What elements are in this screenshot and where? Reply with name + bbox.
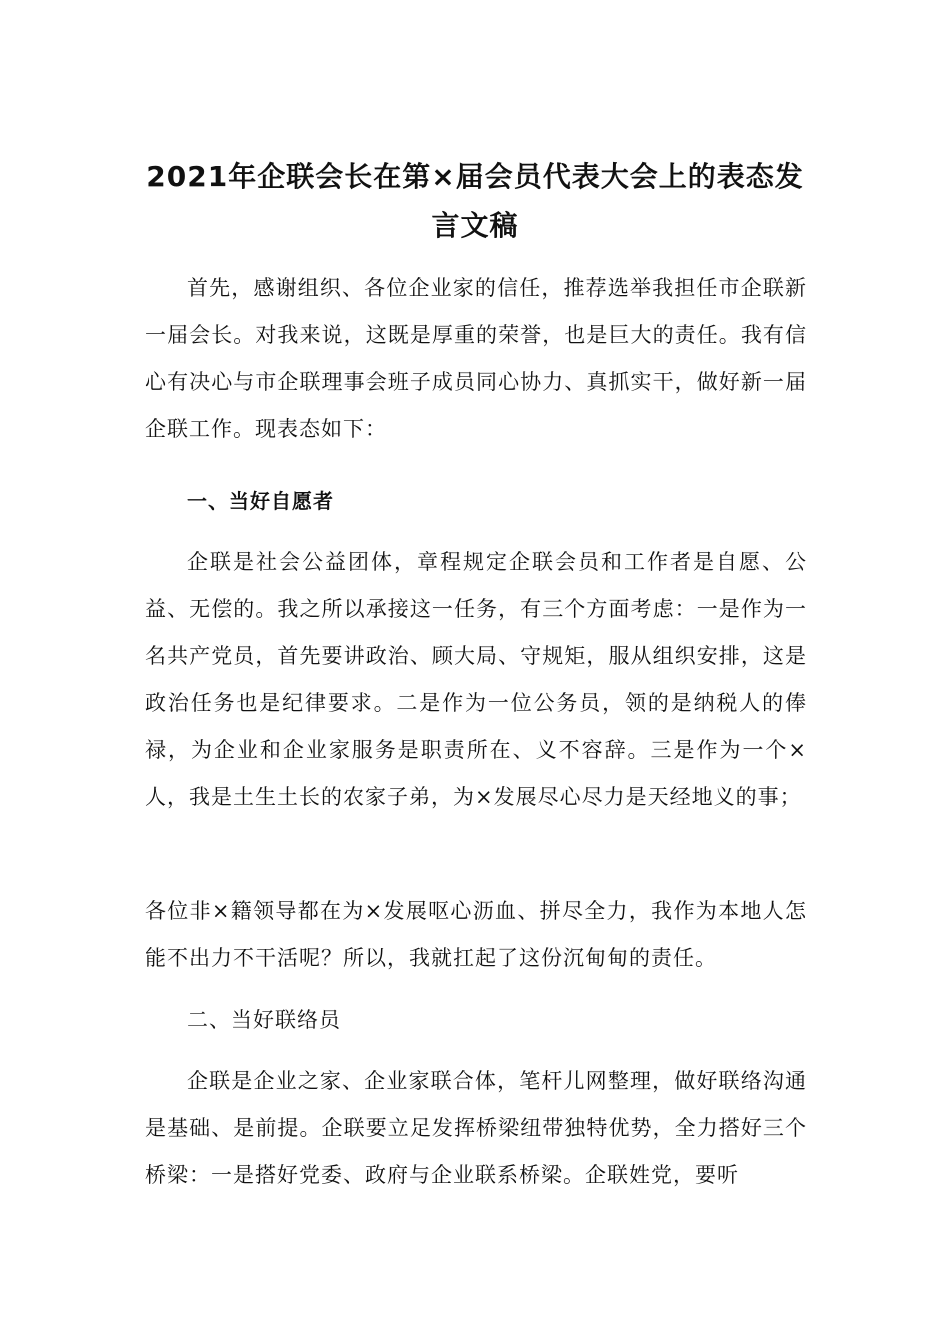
- paragraph-liaison: 企联是企业之家、企业家联合体，笔杆儿网整理，做好联络沟通是基础、是前提。企联要立足发挥桥梁纽带独特优势，全力搭好三个桥梁：一是搭好党委、政府与企业联系桥梁。企联姓党，要听: [145, 1069, 807, 1187]
- document-title-line2: 言文稿: [431, 209, 519, 242]
- paragraph-volunteer-cont: 各位非×籍领导都在为×发展呕心沥血、拼尽全力，我作为本地人怎能不出力不干活呢？所以，我就扛起了这份沉甸甸的责任。: [145, 899, 807, 970]
- section-heading-1: 一、当好自愿者: [187, 489, 334, 513]
- paragraph-volunteer: 企联是社会公益团体，章程规定企联会员和工作者是自愿、公益、无偿的。我之所以承接这一任务，有三个方面考虑：一是作为一名共产党员，首先要讲政治、顾大局、守规矩，服从组织安排，这是政治任务也是纪律要求。二是作为一位公务员，领的是纳税人的俸禄，为企业和企业家服务是职责所在、义不容辞。三是作为一个×人，我是土生土长的农家子弟，为×发展尽心尽力是天经地义的事；: [145, 550, 807, 809]
- document-title-line1: 2021年企联会长在第×届会员代表大会上的表态发: [146, 160, 804, 193]
- section-heading-2: 二、当好联络员: [187, 1008, 341, 1032]
- paragraph-intro: 首先，感谢组织、各位企业家的信任，推荐选举我担任市企联新一届会长。对我来说，这既是厚重的荣誉，也是巨大的责任。我有信心有决心与市企联理事会班子成员同心协力、真抓实干，做好新一届企联工作。现表态如下：: [145, 276, 807, 441]
